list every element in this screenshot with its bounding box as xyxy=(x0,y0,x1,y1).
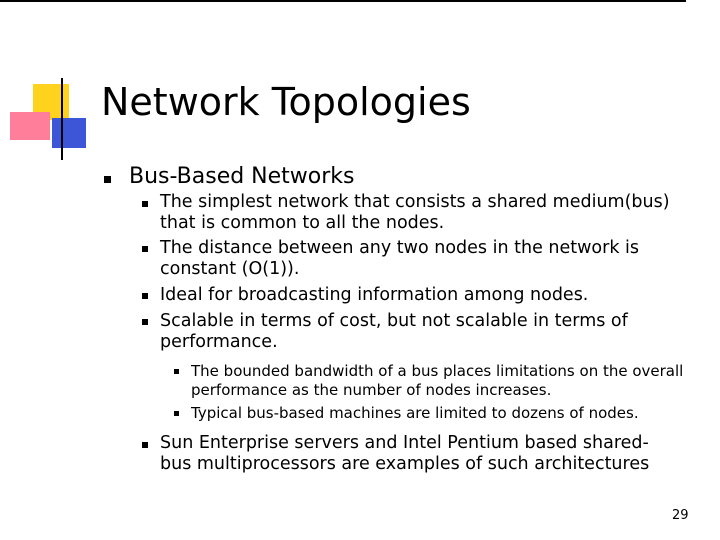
bullet-square-icon xyxy=(174,369,179,374)
bullet-point: Scalable in terms of cost, but not scalable in terms of performance. xyxy=(160,311,628,352)
bullet-point: Ideal for broadcasting information among nodes. xyxy=(160,285,589,305)
bullet-square-icon xyxy=(142,246,148,252)
page-number: 29 xyxy=(672,508,689,523)
bullet-square-icon xyxy=(142,442,148,448)
bullet-point: Sun Enterprise servers and Intel Pentium based shared-bus multiprocessors are examples of such architectures xyxy=(160,433,650,474)
bullet-square-icon xyxy=(142,319,148,325)
section-heading: Bus-Based Networks xyxy=(129,164,355,189)
bullet-point: The simplest network that consists a shared medium(bus) that is common to all the nodes. xyxy=(160,192,670,233)
sub-bullet-point: The bounded bandwidth of a bus places limitations on the overall performance as the number of nodes increases. xyxy=(191,362,684,399)
bullet-square-icon xyxy=(174,411,179,416)
vertical-rule xyxy=(61,78,63,160)
bullet-square-icon xyxy=(104,176,111,183)
bullet-square-icon xyxy=(142,293,148,299)
slide-title: Network Topologies xyxy=(101,80,471,124)
sub-bullet-point: Typical bus-based machines are limited to dozens of nodes. xyxy=(191,404,639,422)
bullet-square-icon xyxy=(142,201,148,207)
blue-square xyxy=(52,118,86,148)
decorative-logo xyxy=(0,0,110,170)
bullet-point: The distance between any two nodes in the network is constant (O(1)). xyxy=(160,238,640,279)
pink-square xyxy=(10,112,50,140)
